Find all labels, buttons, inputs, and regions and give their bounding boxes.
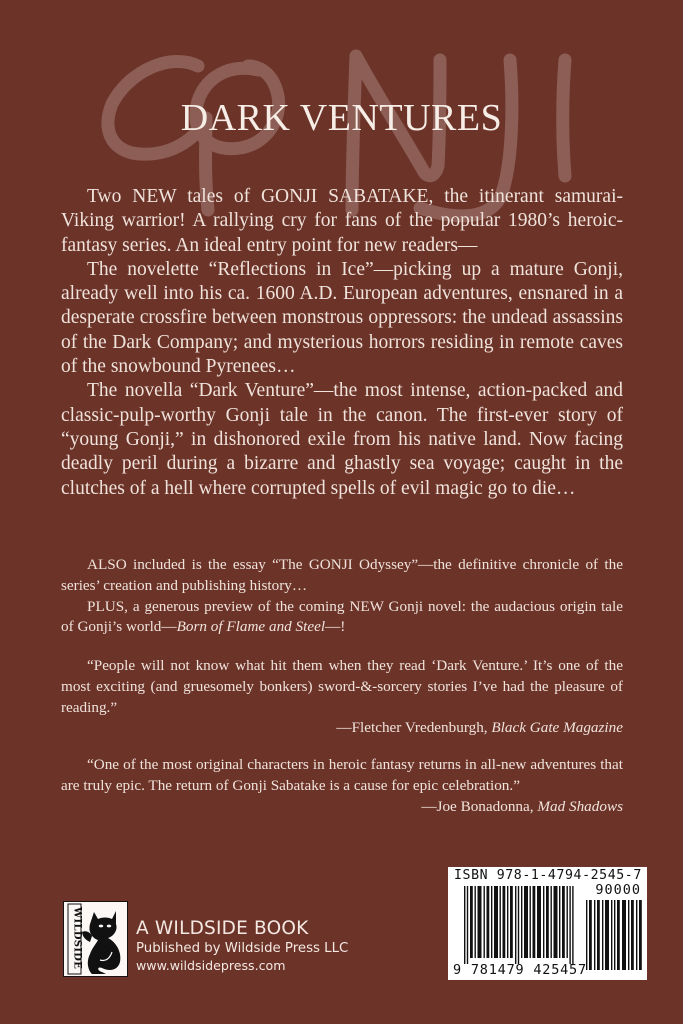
quote-source: Mad Shadows [537,797,623,815]
publisher-url[interactable]: www.wildsidepress.com [136,958,286,973]
quote-author: —Fletcher Vredenburgh, [336,719,492,737]
blurb [61,185,623,501]
blurb-paragraph: Two NEW tales of GONJI SABATAKE, the itinerant samurai-Viking warrior! A rallying cry for fans of the popular 1980’s heroic-fantasy series. An ideal entry point for new readers— [61,186,623,256]
quote-attribution [61,797,623,818]
price-barcode-icon [586,900,642,970]
review-quote [61,755,623,817]
quote-attribution [61,718,623,739]
svg-text:WILDSIDE: WILDSIDE [71,907,83,970]
book-title: DARK VENTURES [180,97,503,139]
price-code: 90000 [595,882,641,898]
ean-digits: 9 781479 425457 [453,962,587,978]
review-quote [61,656,623,739]
ean-barcode-icon [464,886,574,964]
also-included-text: ALSO included is the essay “The GONJI Odyssey”—the definitive chronicle of the series’ creation and publishing history… [61,556,623,594]
isbn-barcode [448,867,647,980]
publisher-info [136,918,348,974]
extras-section [61,555,623,638]
publisher-name: A WILDSIDE BOOK [136,918,309,939]
blurb-paragraph: The novella “Dark Venture”—the most intense, action-packed and classic-pulp-worthy Gonji tale in the canon. The first-ever story of “young Gonji,” in dishonored exile from his native land. Now facing deadly peril during a bizarre and ghastly sea voyage; caught in the clutches of a hell where corrupted spells of evil magic go to die… [61,380,623,499]
isbn-label: ISBN 978-1-4794-2545-7 [454,868,642,883]
quote-author: —Joe Bonadonna, [421,797,538,815]
quote-text: “One of the most original characters in heroic fantasy returns in all-new adventures that are truly epic. The return of Gonji Sabatake is a cause for epic celebration.” [61,756,623,794]
quote-source: Black Gate Magazine [491,719,623,737]
preview-novel-title: Born of Flame and Steel [176,618,326,636]
plus-prefix: PLUS, a generous preview of the coming NEW Gonji novel: the audacious origin tale of Gonji’s world— [61,597,623,636]
wildside-logo [63,901,128,977]
quote-text: “People will not know what hit them when they read ‘Dark Venture.’ It’s one of the most exciting (and gruesomely bonkers) sword-&-sorcery stories I’ve had the pleasure of reading.” [61,657,623,716]
plus-preview-text [61,597,623,639]
blurb-paragraph: The novelette “Reflections in Ice”—picking up a mature Gonji, already well into his ca. 1600 A.D. European adventures, ensnared in a desperate crossfire between monstrous oppressors: the undead assassins of the Dark Company; and mysterious horrors residing in remote caves of the snowbound Pyrenees… [61,258,623,378]
publisher-line: Published by Wildside Press LLC [136,941,349,956]
plus-suffix: —! [325,618,346,636]
cat-icon [64,902,127,976]
